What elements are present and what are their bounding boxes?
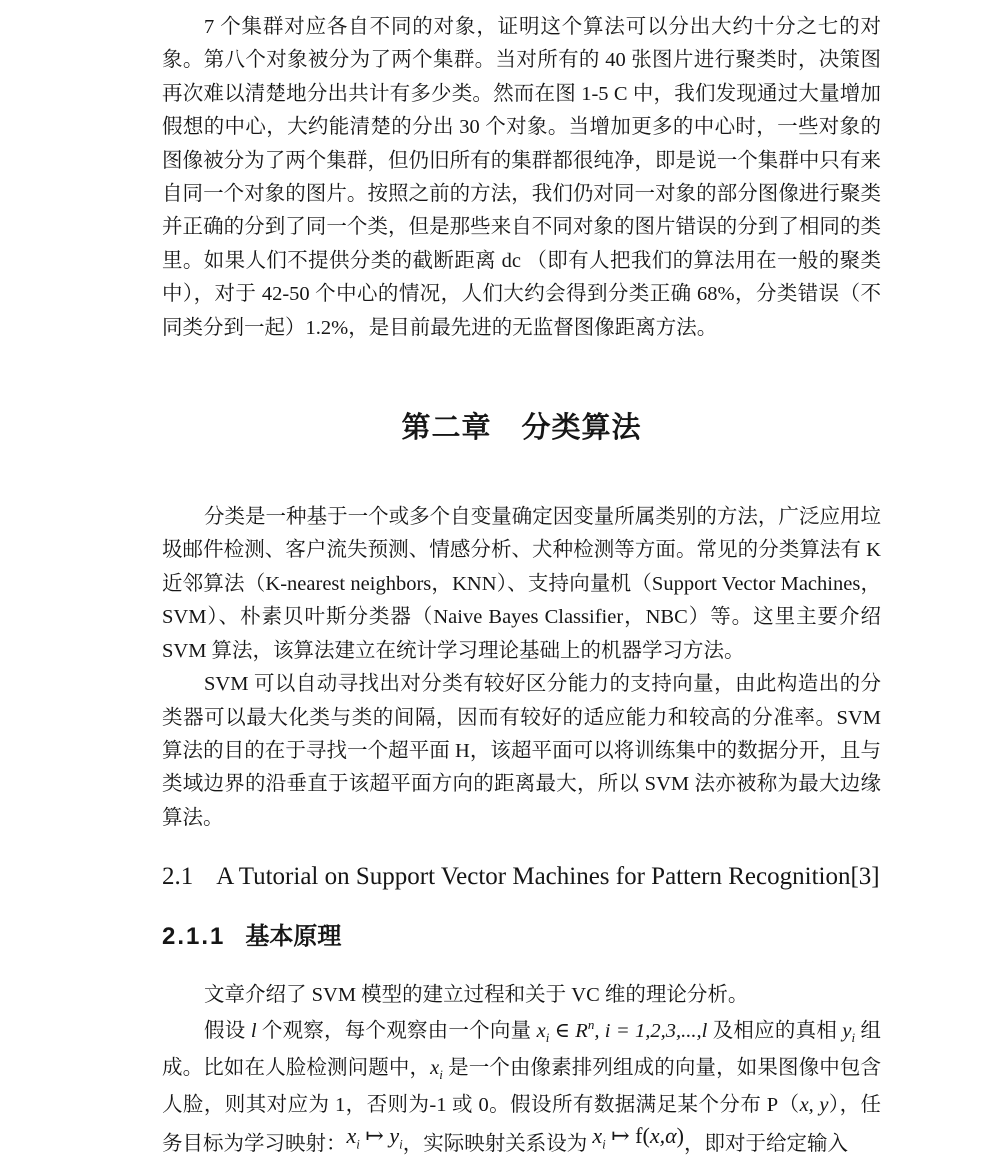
section-number: 2.1 [162,863,194,891]
math-mapping-xi-fxa: $x_i$ ↦ f(x,α) [592,1122,684,1151]
paragraph-svm-overview: SVM 可以自动寻找出对分类有较好区分能力的支持向量，由此构造出的分类器可以最大化类与类的间隔，因而有较好的适应能力和较高的分准率。SVM 算法的目的在于寻找一个超平面 H，该超平面可以将训练集中的数据分开，且与类域边界的沿垂直于该超平面方向的距离最大，所以 SVM 法亦被称为最大边缘算法。 [162,673,881,829]
subsection-title: 基本原理 [245,923,342,951]
math-distribution-xy: x, y [799,1093,829,1116]
subsection-heading-2-1-1 [162,919,881,955]
chapter-number: 第二章 [401,412,492,445]
paragraph-problem-setup [162,1013,881,1163]
setup-text-6: ），任务目标为学习映射： [162,1093,882,1155]
math-mapping-xi-yi: $x_i$ ↦ $y_i$ [346,1122,403,1151]
page-content [162,0,881,1163]
paragraph-classification-overview: 分类是一种基于一个或多个自变量确定因变量所属类别的方法，广泛应用垃圾邮件检测、客户流失预测、情感分析、犬种检测等方面。常见的分类算法有 K 近邻算法（K-nearest neighbors，KNN）、支持向量机（Support Vector Machines，SVM）、朴素贝叶斯分类器（Naive Bayes Classifier，NBC）等。这里主要介绍 SVM 算法，该算法建立在统计学习理论基础上的机器学习方法。 [162,506,881,662]
subsection-number: 2.1.1 [162,923,226,951]
chapter-heading [162,407,881,449]
setup-text-8: ，即对于给定输入 [683,1132,848,1155]
section-heading-2-1 [162,859,881,895]
setup-text-3: 及相应的真相 [707,1019,843,1042]
setup-text-7: ，实际映射关系设为 [402,1132,593,1155]
section-title: A Tutorial on Support Vector Machines for Pattern Recognition[3] [216,863,880,891]
math-label-yi: $y_i$ [842,1019,856,1045]
math-vector-definition: $x_i$ ∈ $R^n$, i = 1,2,3,...,l [536,1016,708,1045]
setup-text-5: 是一个由像素排列组成的向量，如果图像中包含人脸，则其对应为 1，否则为-1 或 0。假设所有数据满足某个分布 P（ [162,1056,882,1116]
paragraph-clustering-results: 7 个集群对应各自不同的对象，证明这个算法可以分出大约十分之七的对象。第八个对象被分为了两个集群。当对所有的 40 张图片进行聚类时，决策图再次难以清楚地分出共计有多少类。然而在图 1-5 C 中，我们发现通过大量增加假想的中心，大约能清楚的分出 30 个对象。当增加更多的中心时，一些对象的图像被分为了两个集群，但仍旧所有的集群都很纯净，即是说一个集群中只有来自同一个对象的图片。按照之前的方法，我们仍对同一对象的部分图像进行聚类并正确的分到了同一个类，但是那些来自不同对象的图片错误的分到了相同的类里。如果人们不提供分类的截断距离 dc （即有人把我们的算法用在一般的聚类中），对于 42-50 个中心的情况，人们大约会得到分类正确 68%，分类错误（不同类分到一起）1.2%，是目前最先进的无监督图像距离方法。 [162,16,881,339]
math-l-observations: l [250,1019,257,1042]
paragraph-article-summary: 文章介绍了 SVM 模型的建立过程和关于 VC 维的理论分析。 [204,984,749,1007]
setup-text-2: 个观察，每个观察由一个向量 [256,1019,537,1042]
chapter-title: 分类算法 [521,412,642,445]
setup-text-4: 组成。比如在人脸检测问题中， [162,1019,882,1079]
math-xi: $x_i$ [430,1056,443,1082]
setup-text-1: 假设 [204,1019,251,1042]
